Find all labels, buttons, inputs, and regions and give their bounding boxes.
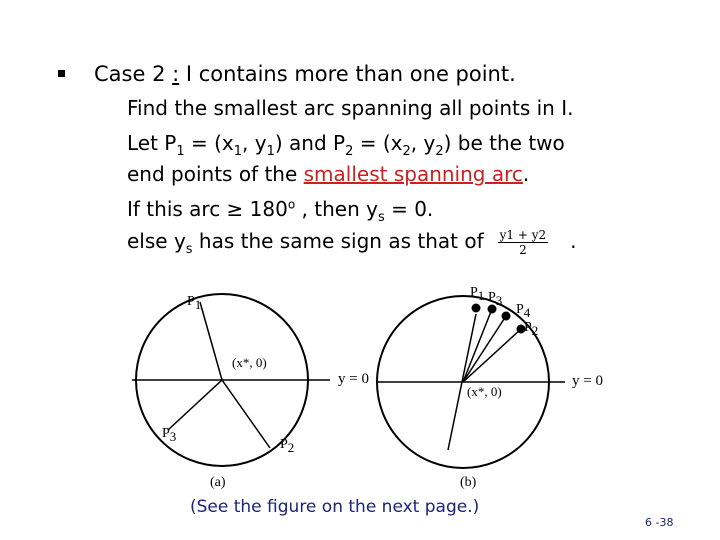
smallest-spanning-arc-link: smallest spanning arc [303,162,523,186]
label-a-p2: $P_2$ [280,437,295,455]
line-2: Let $P_1 = (x_1$, $y_1$) and $P_2 = (x_2$, $y_2$) be the two [127,131,565,159]
point-b-p4 [502,312,511,321]
see-next-page-caption: (See the figure on the next page.) [190,497,480,517]
radius-a-p3 [168,380,222,430]
line-4: If this arc ≥ $180^o$ , then $y_s = 0$. [127,197,434,225]
heading-text: I contains more than one point. [185,62,516,86]
radius-a-p2 [222,380,270,448]
label-b-center: (x*, 0) [467,384,502,399]
case-label: Case 2 [94,62,166,86]
label-a-axis: y = 0 [338,371,369,387]
label-a-center: (x*, 0) [232,355,267,370]
label-a-p1: $P_1$ [187,294,202,312]
label-b-p3: $P_3$ [488,290,503,308]
label-b-caption: (b) [460,475,477,490]
label-a-p3: $P_3$ [162,426,177,444]
label-b-axis: y = 0 [572,373,603,389]
line-3: end points of the smallest spanning arc. [127,162,530,186]
label-b-p4: $P_4$ [516,302,531,320]
label-b-p1: $P_1$ [470,285,485,303]
page-number: 6 -38 [645,516,674,529]
radius-a-p1 [200,302,222,380]
point-b-p1 [472,304,481,313]
line-5: else $y_s$ has the same sign as that of $\frac{y1 + y2}{2}$ . [127,228,577,257]
fraction: $\frac{y1 + y2}{2}$ [499,228,547,257]
line-1: Find the smallest arc spanning all points in I. [127,96,574,120]
label-a-caption: (a) [210,475,226,490]
label-b-p2: $P_2$ [524,320,539,338]
case-colon: : [172,62,180,86]
